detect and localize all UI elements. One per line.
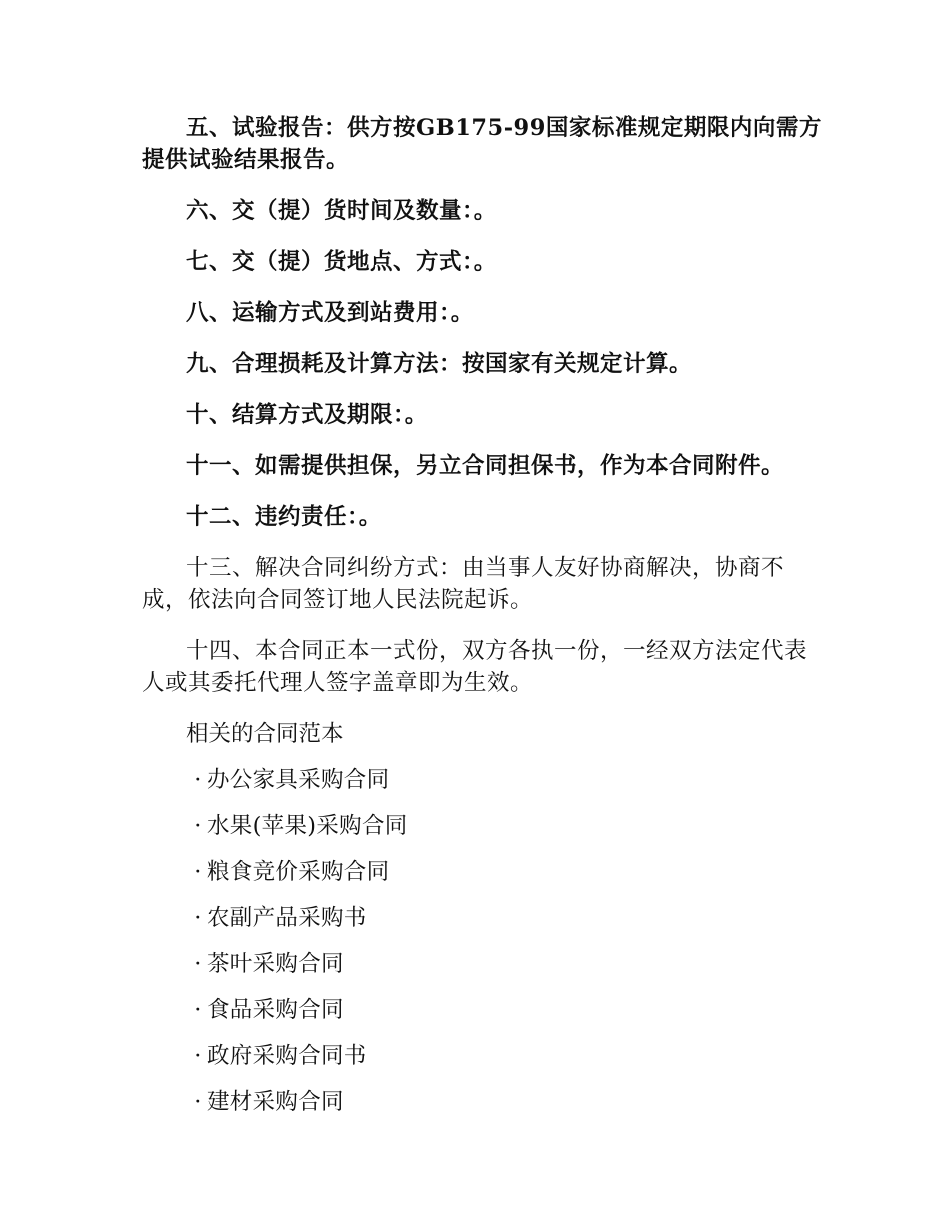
clause-dispute-resolution: 十三、解决合同纠纷方式：由当事人友好协商解决，协商不成，依法向合同签订地人民法院起诉。: [142, 555, 785, 613]
related-contract-label: 水果(苹果)采购合同: [207, 813, 408, 839]
related-contract-link[interactable]: [142, 902, 822, 934]
bullet-icon: ·: [194, 1043, 202, 1069]
clause-copies-effectiveness: 十四、本合同正本一式份，双方各执一份，一经双方法定代表人或其委托代理人签字盖章即为生效。: [142, 638, 808, 696]
related-contract-link[interactable]: [142, 810, 822, 842]
related-contract-label: 粮食竞价采购合同: [207, 859, 390, 885]
related-contracts-list: [142, 764, 822, 1118]
related-contract-link[interactable]: [142, 1040, 822, 1072]
bullet-icon: ·: [194, 859, 202, 885]
related-contract-link[interactable]: [142, 948, 822, 980]
bullet-icon: ·: [194, 767, 202, 793]
clause-transport: 八、运输方式及到站费用：。: [186, 300, 474, 326]
related-contract-label: 农副产品采购书: [207, 905, 367, 931]
related-contract-label: 办公家具采购合同: [207, 767, 390, 793]
clause-delivery-time: 六、交（提）货时间及数量：。: [186, 198, 497, 224]
clause-loss-calculation: 九、合理损耗及计算方法：按国家有关规定计算。: [186, 351, 693, 377]
related-contract-label: 食品采购合同: [207, 997, 344, 1023]
bullet-icon: ·: [194, 997, 202, 1023]
related-contract-link[interactable]: [142, 764, 822, 796]
related-contract-label: 茶叶采购合同: [207, 951, 344, 977]
clause-guarantee: 十一、如需提供担保，另立合同担保书，作为本合同附件。: [186, 453, 785, 479]
related-contract-link[interactable]: [142, 856, 822, 888]
related-contract-link[interactable]: [142, 1086, 822, 1118]
clause-test-report: 五、试验报告：供方按GB175-99国家标准规定期限内向需方提供试验结果报告。: [142, 115, 822, 173]
clause-breach-liability: 十二、违约责任：。: [186, 504, 382, 530]
bullet-icon: ·: [194, 813, 202, 839]
related-contracts-title: 相关的合同范本: [186, 721, 344, 747]
related-contract-link[interactable]: [142, 994, 822, 1026]
clause-settlement: 十、结算方式及期限：。: [186, 402, 428, 428]
related-contract-label: 建材采购合同: [207, 1089, 344, 1115]
bullet-icon: ·: [194, 905, 202, 931]
bullet-icon: ·: [194, 1089, 202, 1115]
clause-delivery-place: 七、交（提）货地点、方式：。: [186, 249, 497, 275]
bullet-icon: ·: [194, 951, 202, 977]
related-contract-label: 政府采购合同书: [207, 1043, 367, 1069]
document-page: [142, 112, 822, 1132]
